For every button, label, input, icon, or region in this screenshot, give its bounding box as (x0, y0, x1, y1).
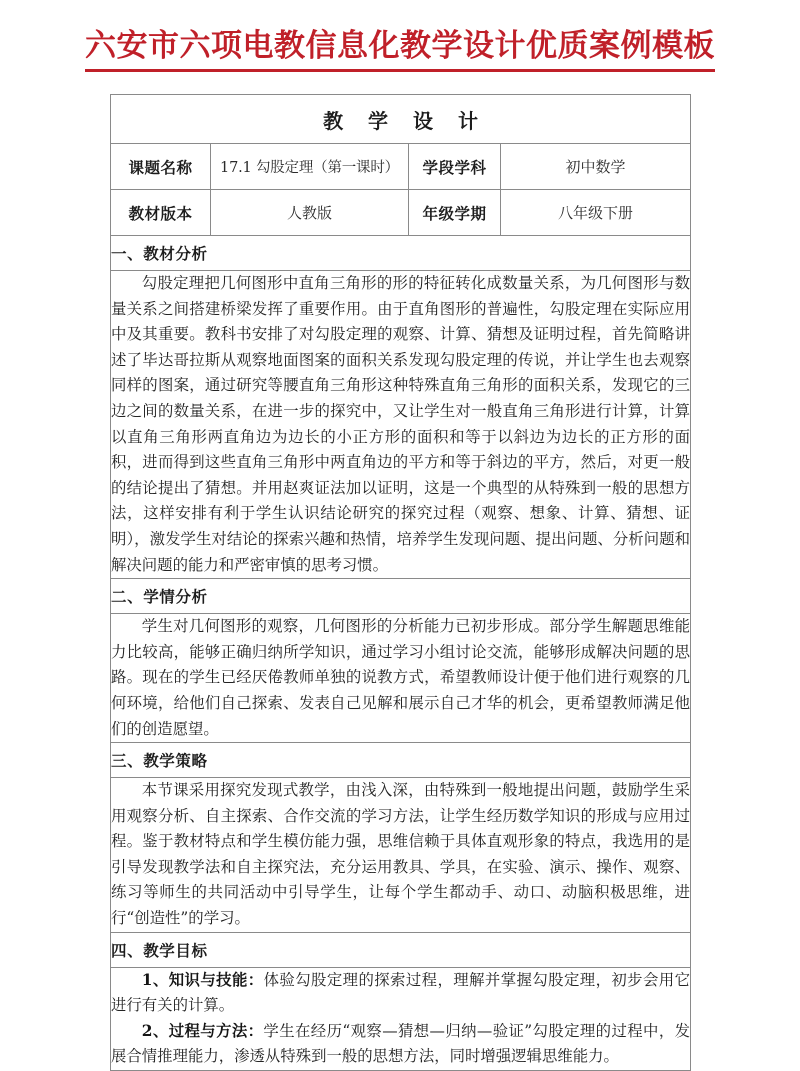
section-body-teaching-objectives (111, 967, 691, 1070)
paragraph: 勾股定理把几何图形中直角三角形的形的特征转化成数量关系，为几何图形与数量关系之间搭建桥梁发挥了重要作用。由于直角图形的普遍性，勾股定理在实际应用中及其重要。教科书安排了对勾股定理的观察、计算、猜想及证明过程，首先简略讲述了毕达哥拉斯从观察地面图案的面积关系发现勾股定理的传说，并让学生也去观察同样的图案，通过研究等腰直角三角形这种特殊直角三角形的面积关系，发现它的三边之间的数量关系，在进一步的探究中，又让学生对一般直角三角形进行计算，计算以直角三角形两直角边为边长的小正方形的面积和等于以斜边为边长的正方形的面积，进而得到这些直角三角形中两直角边的平方和等于斜边的平方，然后，对更一般的结论提出了猜想。并用赵爽证法加以证明，这是一个典型的从特殊到一般的思想方法，这样安排有利于学生认识结论研究的探究过程（观察、想象、计算、猜想、证明），激发学生对结论的探索兴趣和热情，培养学生发现问题、提出问题、分析问题和解决问题的能力和严密审慎的思考习惯。 (111, 274, 691, 574)
section-body-row-1 (111, 271, 691, 579)
section-body-textbook-analysis (111, 271, 691, 579)
value-topic-name: 17.1 勾股定理（第一课时） (211, 144, 409, 190)
paragraph: 本节课采用探究发现式教学，由浅入深，由特殊到一般地提出问题，鼓励学生采用观察分析、自主探索、合作交流的学习方法，让学生经历数学知识的形成与应用过程。鉴于教材特点和学生模仿能力强，思维信赖于具体直观形象的特点，我选用的是引导发现教学法和自主探究法，充分运用教具、学具，在实验、演示、操作、观察、练习等师生的共同活动中引导学生，让每个学生都动手、动口、动脑积极思维，进行“创造性”的学习。 (111, 781, 691, 928)
page-title: 六安市六项电教信息化教学设计优质案例模板 (85, 26, 715, 72)
section-body-learner-analysis (111, 614, 691, 743)
goal-text: 学生在经历“观察—猜想—归纳—验证”勾股定理的过程中，发展合情推理能力，渗透从特殊到一般的思想方法，同时增强逻辑思维能力。 (111, 1021, 691, 1066)
label-grade-term: 年级学期 (409, 190, 501, 236)
section-heading-row-4 (111, 932, 691, 967)
lesson-plan-table (110, 94, 691, 1071)
goal-item (111, 1019, 690, 1070)
section-heading-row-3 (111, 743, 691, 778)
table-header-row (111, 95, 691, 144)
goal-text: 体验勾股定理的探索过程，理解并掌握勾股定理，初步会用它进行有关的计算。 (111, 970, 691, 1015)
section-body-row-4 (111, 967, 691, 1070)
section-heading-learner-analysis: 二、学情分析 (111, 579, 691, 614)
section-body-teaching-strategy (111, 778, 691, 933)
value-grade-term: 八年级下册 (501, 190, 691, 236)
section-heading-row-1 (111, 236, 691, 271)
table-row (111, 144, 691, 190)
section-heading-row-2 (111, 579, 691, 614)
document-title-container (0, 0, 800, 72)
value-textbook-edition: 人教版 (211, 190, 409, 236)
value-stage-subject: 初中数学 (501, 144, 691, 190)
section-heading-teaching-strategy: 三、教学策略 (111, 743, 691, 778)
paragraph: 学生对几何图形的观察，几何图形的分析能力已初步形成。部分学生解题思维能力比较高，能够正确归纳所学知识，通过学习小组讨论交流，能够形成解决问题的思路。现在的学生已经厌倦教师单独的说教方式，希望教师设计便于他们进行观察的几何环境，给他们自己探索、发表自己见解和展示自己才华的机会，更希望教师满足他们的创造愿望。 (111, 617, 691, 738)
section-body-row-2 (111, 614, 691, 743)
table-title-cell: 教 学 设 计 (111, 95, 691, 144)
lesson-plan-table-container (110, 94, 690, 1071)
section-heading-teaching-objectives: 四、教学目标 (111, 932, 691, 967)
label-stage-subject: 学段学科 (409, 144, 501, 190)
goal-label: 2、过程与方法： (141, 1021, 264, 1040)
label-topic-name: 课题名称 (111, 144, 211, 190)
table-row (111, 190, 691, 236)
section-heading-textbook-analysis: 一、教材分析 (111, 236, 691, 271)
goal-label: 1、知识与技能： (141, 970, 264, 989)
goal-item (111, 968, 690, 1019)
label-textbook-edition: 教材版本 (111, 190, 211, 236)
section-body-row-3 (111, 778, 691, 933)
